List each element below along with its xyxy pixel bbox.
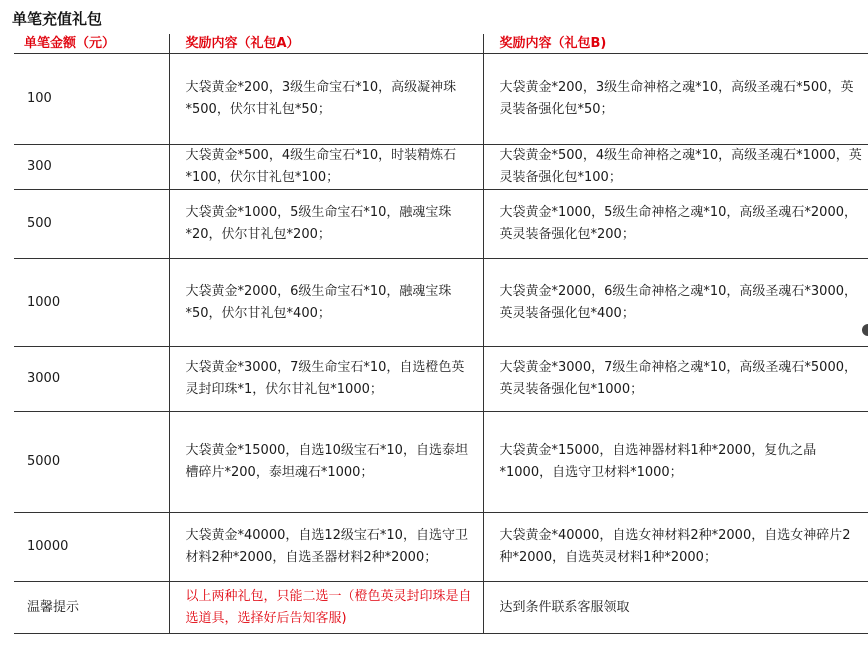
pack-a-cell: 大袋黄金*40000，自选12级宝石*10，自选守卫材料2种*2000，自选圣器材料2种*2000； — [169, 513, 483, 582]
pack-b-cell: 大袋黄金*500，4级生命神格之魂*10，高级圣魂石*1000，英灵装备强化包*100； — [483, 145, 868, 190]
amount-cell: 300 — [14, 145, 169, 190]
scroll-indicator-dot — [862, 324, 868, 336]
amount-cell: 500 — [14, 190, 169, 259]
recharge-reward-table — [14, 34, 868, 634]
pack-b-cell: 大袋黄金*200，3级生命神格之魂*10，高级圣魂石*500，英灵装备强化包*50； — [483, 54, 868, 145]
header-pack-a: 奖励内容（礼包A） — [169, 34, 483, 54]
amount-cell: 10000 — [14, 513, 169, 582]
pack-a-cell: 大袋黄金*2000，6级生命宝石*10，融魂宝珠*50，伏尔甘礼包*400； — [169, 259, 483, 347]
header-pack-b: 奖励内容（礼包B) — [483, 34, 868, 54]
table-header-row — [14, 34, 868, 54]
table-row — [14, 513, 868, 582]
table-row — [14, 259, 868, 347]
tip-label: 温馨提示 — [14, 582, 169, 634]
pack-b-cell: 大袋黄金*2000，6级生命神格之魂*10，高级圣魂石*3000，英灵装备强化包*400； — [483, 259, 868, 347]
amount-cell: 1000 — [14, 259, 169, 347]
table-row — [14, 347, 868, 412]
pack-a-cell: 大袋黄金*15000，自选10级宝石*10，自选泰坦槽碎片*200，泰坦魂石*1000； — [169, 412, 483, 513]
tip-pack-a: 以上两种礼包，只能二选一（橙色英灵封印珠是自选道具，选择好后告知客服) — [169, 582, 483, 634]
table-row — [14, 412, 868, 513]
amount-cell: 3000 — [14, 347, 169, 412]
pack-a-cell: 大袋黄金*1000，5级生命宝石*10，融魂宝珠*20，伏尔甘礼包*200； — [169, 190, 483, 259]
amount-cell: 5000 — [14, 412, 169, 513]
tip-row — [14, 582, 868, 634]
header-amount: 单笔金额（元） — [14, 34, 169, 54]
amount-cell: 100 — [14, 54, 169, 145]
table-row — [14, 54, 868, 145]
pack-b-cell: 大袋黄金*3000，7级生命神格之魂*10，高级圣魂石*5000，英灵装备强化包*1000； — [483, 347, 868, 412]
table-row — [14, 145, 868, 190]
pack-b-cell: 大袋黄金*1000，5级生命神格之魂*10，高级圣魂石*2000，英灵装备强化包*200； — [483, 190, 868, 259]
tip-pack-b: 达到条件联系客服领取 — [483, 582, 868, 634]
pack-a-cell: 大袋黄金*200，3级生命宝石*10，高级凝神珠*500，伏尔甘礼包*50； — [169, 54, 483, 145]
pack-a-cell: 大袋黄金*3000，7级生命宝石*10，自选橙色英灵封印珠*1，伏尔甘礼包*1000； — [169, 347, 483, 412]
pack-a-cell: 大袋黄金*500，4级生命宝石*10，时装精炼石*100，伏尔甘礼包*100； — [169, 145, 483, 190]
page-title: 单笔充值礼包 — [12, 10, 103, 28]
pack-b-cell: 大袋黄金*40000，自选女神材料2种*2000，自选女神碎片2种*2000，自选英灵材料1种*2000； — [483, 513, 868, 582]
table-row — [14, 190, 868, 259]
pack-b-cell: 大袋黄金*15000，自选神器材料1种*2000，复仇之晶*1000，自选守卫材料*1000； — [483, 412, 868, 513]
